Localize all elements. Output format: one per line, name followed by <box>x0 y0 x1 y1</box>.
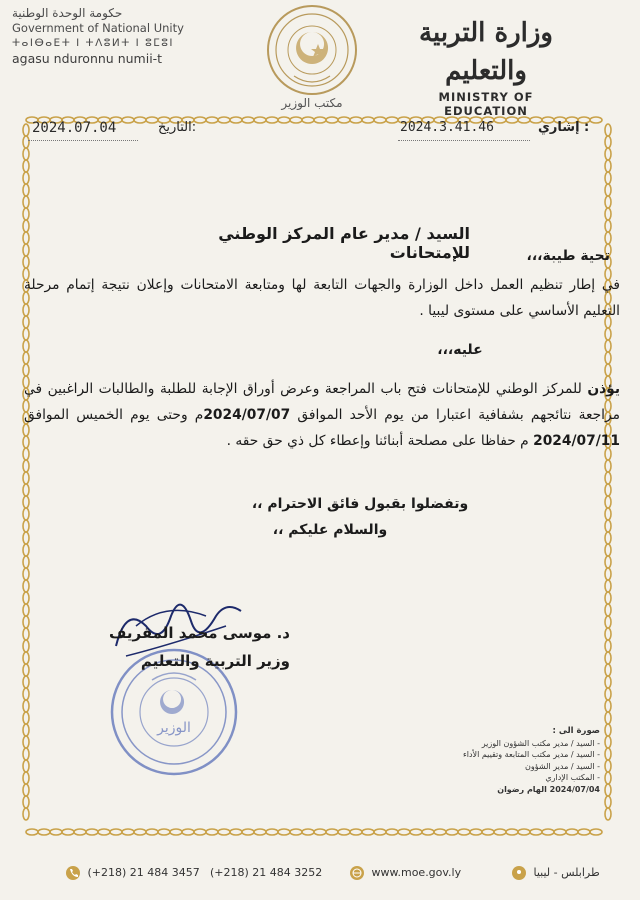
chain-link <box>605 688 611 700</box>
chain-link <box>23 364 29 376</box>
chain-link <box>266 829 278 835</box>
chain-link <box>23 628 29 640</box>
gov-arabic: حكومة الوحدة الوطنية <box>12 6 123 20</box>
footer <box>0 862 640 886</box>
chain-link <box>605 760 611 772</box>
chain-link <box>302 829 314 835</box>
chain-link <box>23 244 29 256</box>
chain-link <box>542 829 554 835</box>
chain-link <box>218 829 230 835</box>
emblem-icon <box>252 2 372 102</box>
date-field <box>20 120 210 142</box>
chain-link <box>605 772 611 784</box>
chain-link <box>230 829 242 835</box>
chain-link <box>23 220 29 232</box>
chain-link <box>605 532 611 544</box>
chain-link <box>23 328 29 340</box>
chain-link <box>530 829 542 835</box>
chain-link <box>605 172 611 184</box>
chain-link <box>434 829 446 835</box>
chain-link <box>146 829 158 835</box>
chain-link <box>110 829 122 835</box>
ministry-header <box>396 14 576 118</box>
chain-link <box>290 829 302 835</box>
chain-link <box>23 496 29 508</box>
chain-link <box>158 829 170 835</box>
chain-link <box>374 829 386 835</box>
chain-link <box>23 208 29 220</box>
chain-link <box>605 520 611 532</box>
closing-respect: وتفضلوا بقبول فائق الاحترام ،، <box>251 496 469 512</box>
globe-icon <box>350 866 364 880</box>
chain-link <box>266 117 278 123</box>
chain-link <box>23 604 29 616</box>
chain-link <box>326 829 338 835</box>
chain-link <box>23 592 29 604</box>
chain-link <box>590 829 602 835</box>
closing-salutation: والسلام عليكم ،، <box>272 522 388 538</box>
chain-link <box>23 472 29 484</box>
chain-link <box>23 148 29 160</box>
chain-link <box>206 829 218 835</box>
chain-link <box>122 829 134 835</box>
chain-link <box>398 829 410 835</box>
chain-link <box>605 508 611 520</box>
seal-text: الوزير <box>157 720 191 736</box>
chain-link <box>422 829 434 835</box>
reference-value: 2024.3.41.46 <box>400 120 494 135</box>
chain-link <box>494 829 506 835</box>
footer-phone-1 <box>66 866 200 880</box>
chain-link <box>482 829 494 835</box>
therefore-line: عليه،،، <box>437 342 483 358</box>
chain-link <box>605 232 611 244</box>
chain-link <box>23 556 29 568</box>
chain-link <box>23 808 29 820</box>
chain-link <box>605 328 611 340</box>
website-text: www.moe.gov.ly <box>371 866 462 879</box>
chain-link <box>605 580 611 592</box>
chain-link <box>23 160 29 172</box>
chain-link <box>242 117 254 123</box>
gov-english: Government of National Unity <box>12 21 184 35</box>
date-dotline <box>28 140 138 141</box>
chain-link <box>314 829 326 835</box>
date-label: التاريخ: <box>158 120 197 135</box>
footer-phone-2 <box>210 866 322 879</box>
chain-link <box>23 796 29 808</box>
cc-line: - السيد / مدير مكتب الشؤون الوزير <box>481 738 600 748</box>
chain-link <box>23 352 29 364</box>
chain-link <box>242 829 254 835</box>
chain-link <box>23 172 29 184</box>
chain-link <box>350 829 362 835</box>
ministry-english: MINISTRY OF EDUCATION <box>438 90 534 118</box>
cc-line: - السيد / مدير مكتب المتابعة وتقييم الأداء <box>462 750 600 759</box>
chain-link <box>578 829 590 835</box>
chain-link <box>23 340 29 352</box>
chain-link <box>23 196 29 208</box>
paragraph-intro: في إطار تنظيم العمل داخل الوزارة والجهات التابعة لها ومتابعة الامتحانات وإعلان نتيجة إتمام مرحلة التعليم الأساسي على مستوى ليبيا . <box>24 277 620 319</box>
chain-link <box>605 220 611 232</box>
greeting: تحية طيبة،،، <box>526 248 610 264</box>
chain-link <box>605 160 611 172</box>
chain-link <box>314 117 326 123</box>
chain-link <box>98 829 110 835</box>
chain-link <box>182 829 194 835</box>
decision-lead: يؤذن <box>587 381 620 397</box>
chain-link <box>605 676 611 688</box>
chain-link <box>23 508 29 520</box>
footer-location <box>512 866 600 880</box>
chain-link <box>338 829 350 835</box>
cc-line: - المكتب الإداري <box>545 773 600 782</box>
end-date: 2024/07/11 <box>533 433 620 449</box>
location-text: طرابلس - ليبيا <box>533 866 600 879</box>
chain-link <box>605 712 611 724</box>
footer-website <box>350 866 461 880</box>
chain-link <box>23 232 29 244</box>
chain-link <box>86 829 98 835</box>
chain-link <box>518 829 530 835</box>
chain-link <box>23 688 29 700</box>
chain-link <box>302 117 314 123</box>
phone-1-text: (+218) 21 484 3457 <box>87 866 200 879</box>
chain-link <box>605 628 611 640</box>
chain-link <box>23 580 29 592</box>
cc-list <box>380 726 600 795</box>
ministry-arabic: وزارة التربية والتعليم <box>419 18 553 86</box>
chain-link <box>605 556 611 568</box>
chain-link <box>26 829 38 835</box>
chain-link <box>326 117 338 123</box>
chain-link <box>446 829 458 835</box>
chain-link <box>338 117 350 123</box>
chain-link <box>605 784 611 796</box>
chain-link <box>23 532 29 544</box>
chain-link <box>605 340 611 352</box>
chain-link <box>23 184 29 196</box>
chain-link <box>23 256 29 268</box>
chain-link <box>458 829 470 835</box>
chain-link <box>23 736 29 748</box>
chain-link <box>470 829 482 835</box>
chain-link <box>74 829 86 835</box>
chain-link <box>605 364 611 376</box>
chain-link <box>50 829 62 835</box>
gov-amazigh: agasu nduronnu numii-t <box>12 51 163 66</box>
chain-link <box>23 712 29 724</box>
chain-link <box>605 484 611 496</box>
chain-link <box>605 544 611 556</box>
chain-link <box>410 829 422 835</box>
chain-link <box>605 604 611 616</box>
chain-link <box>23 664 29 676</box>
chain-link <box>23 700 29 712</box>
chain-link <box>23 748 29 760</box>
chain-link <box>605 460 611 472</box>
chain-link <box>605 736 611 748</box>
chain-link <box>350 117 362 123</box>
chain-link <box>554 829 566 835</box>
chain-link <box>23 676 29 688</box>
chain-link <box>23 460 29 472</box>
paragraph-decision <box>24 376 620 454</box>
chain-link <box>605 796 611 808</box>
chain-link <box>374 117 386 123</box>
chain-link <box>506 829 518 835</box>
chain-link <box>605 496 611 508</box>
chain-link <box>23 616 29 628</box>
cc-date: 2024/07/04 الهام رضوان <box>497 784 600 794</box>
chain-link <box>254 117 266 123</box>
reference-label: إشاري : <box>538 120 590 135</box>
chain-link <box>605 748 611 760</box>
chain-link <box>278 117 290 123</box>
phone-2-text: (+218) 21 484 3252 <box>210 866 323 879</box>
location-pin-icon <box>512 866 526 880</box>
chain-link <box>386 829 398 835</box>
chain-link <box>23 568 29 580</box>
signatory-title: وزير التربية والتعليم <box>140 652 290 670</box>
date-value: 2024.07.04 <box>32 120 117 136</box>
chain-link <box>23 484 29 496</box>
chain-link <box>386 117 398 123</box>
chain-link <box>605 640 611 652</box>
cc-line: - السيد / مدير الشؤون <box>525 761 600 771</box>
chain-link <box>566 829 578 835</box>
chain-link <box>62 829 74 835</box>
chain-link <box>605 700 611 712</box>
chain-link <box>605 724 611 736</box>
start-date: 2024/07/07 <box>203 407 291 423</box>
chain-link <box>254 829 266 835</box>
recipient-line: السيد / مدير عام المركز الوطني للإمتحانات <box>218 224 470 262</box>
chain-link <box>23 520 29 532</box>
reference-dotline <box>398 140 530 141</box>
chain-link <box>605 196 611 208</box>
decision-text-a: للمركز الوطني للإمتحانات فتح باب المراجعة وعرض أوراق الإجابة للطلبة والطالبات الراغبين في مراجعة نتائجهم بشفافية اعتبارا من يوم الأحد الموافق <box>24 381 620 423</box>
chain-link <box>605 664 611 676</box>
decision-text-c: م حفاظا على مصلحة أبنائنا وإعطاء كل ذي حق حقه . <box>226 433 534 449</box>
chain-link <box>170 829 182 835</box>
minister-office-label: مكتب الوزير <box>281 96 343 110</box>
signatory-name: د. موسى محمد المقريف <box>109 624 290 642</box>
chain-link <box>194 829 206 835</box>
chain-link <box>605 208 611 220</box>
chain-link <box>605 808 611 820</box>
chain-link <box>218 117 230 123</box>
decision-text-b: م وحتى يوم الخميس الموافق <box>24 407 204 423</box>
chain-link <box>23 544 29 556</box>
chain-link <box>362 829 374 835</box>
chain-link <box>23 760 29 772</box>
chain-link <box>605 592 611 604</box>
cc-title: صورة الى : <box>552 726 600 736</box>
chain-link <box>605 148 611 160</box>
chain-link <box>605 616 611 628</box>
chain-link <box>38 829 50 835</box>
phone-icon <box>66 866 80 880</box>
chain-link <box>23 784 29 796</box>
government-header <box>12 6 212 66</box>
chain-link <box>134 829 146 835</box>
chain-link <box>290 117 302 123</box>
chain-link <box>23 772 29 784</box>
chain-link <box>362 117 374 123</box>
chain-link <box>23 652 29 664</box>
chain-link <box>278 829 290 835</box>
chain-link <box>605 652 611 664</box>
chain-link <box>605 184 611 196</box>
chain-link <box>230 117 242 123</box>
chain-link <box>23 640 29 652</box>
chain-link <box>605 352 611 364</box>
chain-link <box>605 472 611 484</box>
gov-tifinagh: ⵜⴰⵏⴱⴰⴹⵜ ⵏ ⵜⴷⵓⵍⵜ ⵏ ⵓⵎⵓⵏ <box>12 37 174 49</box>
chain-link <box>23 724 29 736</box>
chain-link <box>605 568 611 580</box>
reference-field <box>400 120 620 142</box>
